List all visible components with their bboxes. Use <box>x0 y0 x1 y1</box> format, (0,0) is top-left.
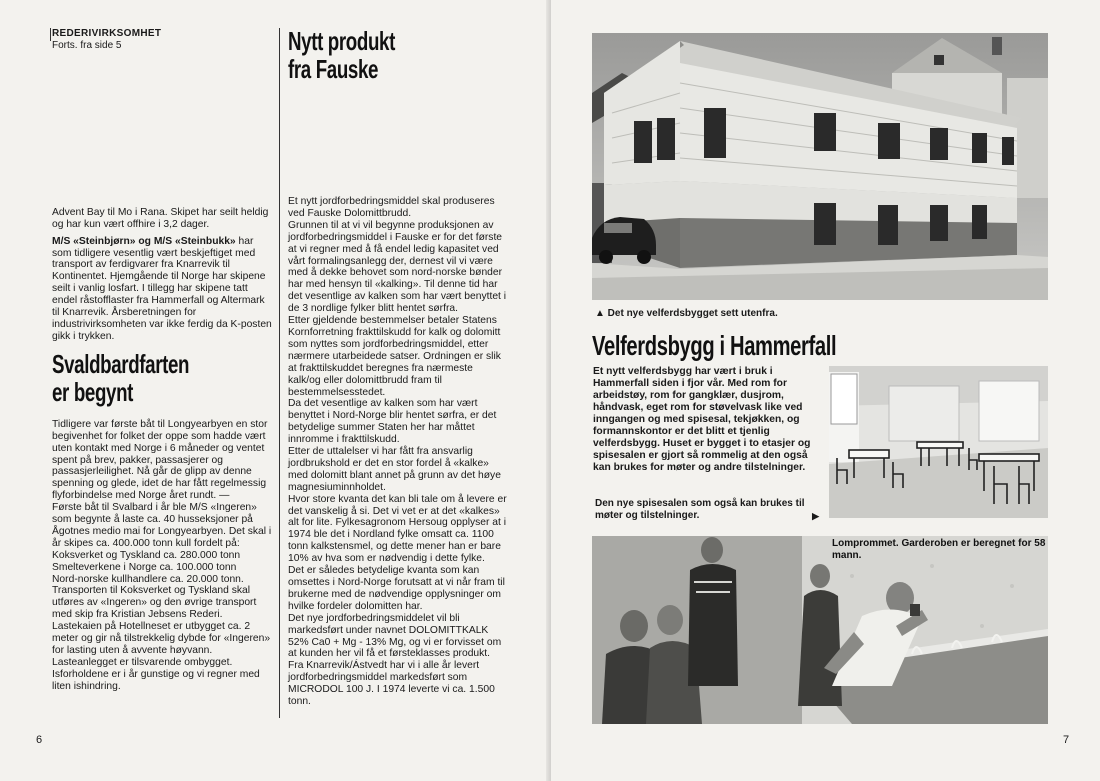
locker-room-caption: Lomprommet. Garderoben er beregnet for 58 mann. <box>832 538 1046 561</box>
paragraph: Lastekaien på Hotellneset er utbygget ca. 2 meter og gir nå tilstrekkelig dybde for «Ingeren» for lasting uten å avvente høyvann. Lasteanlegget er tilsvarende ombygget. <box>52 621 271 668</box>
paragraph-text: har som tidligere vesentlig vært beskjeftiget med transport av ferdigvarer fra Knarrevik til Kontinentet. Hjemgående til Norge har skipene seilt i vanlig losfart. I tillegg har skipene tatt endel råstofflaster fra Hammerfall og Altermark til Knarrevik. Årsberetningen for industrivirksomheten var ikke ferdig da K-posten gikk i trykken. <box>52 235 272 342</box>
dining-hall-illustration <box>829 366 1048 518</box>
paragraph: Etter gjeldende bestemmelser betaler Statens Kornforretning frakttilskudd for kalk og dolomitt som nyttes som jordforbedringsmiddel, etter nærmere utarbeidede satser. Ordningen er slik at frakttilskuddet beregnes fra nærmeste kalk/og eller dolomittbrudd fram til bestemmelsesstedet. <box>288 315 501 398</box>
locker-room-illustration <box>592 536 1048 724</box>
building-exterior-photo <box>592 33 1048 300</box>
right-page <box>551 0 1100 781</box>
list-item: Smelteverkene i Norge ca. 100.000 tonn <box>52 561 237 573</box>
locker-room-photo <box>592 536 1048 724</box>
paragraph: Fra Knarrevik/Ástvedt har vi i alle år levert jordforbedringsmiddel markedsført som MICRODOL 100 J. I 1974 leverte vi ca. 1.500 tonn. <box>288 660 495 708</box>
page-number-right: 7 <box>1063 734 1070 746</box>
headline-line: fra Fauske <box>288 54 379 84</box>
svalbard-headline <box>52 348 272 409</box>
continued-note: Forts. fra side 5 <box>52 39 122 51</box>
paragraph: Grunnen til at vi vil begynne produksjonen av jordforbedringsmiddel i Fauske er for det første at vi regner med å få endel ledig kapasitet ved vårt formalingsanlegg der, dernest vil vi være med å dekke behovet som nord-norske bønder har med hensyn til «kalking». Til denne tid har det vesentlige av kalken som har vært benyttet i de 3 nordlige fylker blitt hentet sørfra. <box>288 219 507 315</box>
paragraph: Isforholdene er i år gunstige og vi regner med liten ishindring. <box>52 668 260 692</box>
paragraph: Etter de uttalelser vi har fått fra ansvarlig jordbrukshold er det en stor fordel å «kalke» med dolomitt blant annet på grunn av det høye magnesiuminnholdet. <box>288 446 501 493</box>
list-item: Koksverket og Tyskland ca. 280.000 tonn <box>52 549 241 561</box>
dining-hall-caption-text: Den nye spisesalen som også kan brukes til møter og tilstelninger. <box>595 498 805 521</box>
dining-hall-caption <box>595 498 819 522</box>
page-number-left: 6 <box>36 734 43 746</box>
paragraph: Hvor store kvanta det kan bli tale om å levere er det vanskelig å si. Det vi vet er at det «kalkes» alt for lite. Fylkesagronom Hersoug opplyser at i 1974 ble det i Nordland fylke omsatt ca. 1100 tonn kalkstensmel, og dette mener han er bare 10% av hva som er nødvendig i dette fylke. <box>288 493 507 565</box>
caption-arrow-icon: ▶ <box>812 511 819 521</box>
paragraph: Tidligere var første båt til Longyearbyen en stor begivenhet for folket der oppe som hadde vært uten kontakt med Norge i 6 måneder og ventet spent på brev, pakker, passasjerer og passasjerleilighet. Nå går de glipp av denne spenning og glede, idet de har fått regelmessig flyforbindelse med Norge året rundt. — <box>52 418 268 502</box>
dining-hall-photo <box>829 366 1048 518</box>
paragraph <box>52 236 272 343</box>
paragraph: Advent Bay til Mo i Rana. Skipet har seilt heldig og har kun vært offhire i 3,2 dager. <box>52 206 269 230</box>
paragraph: Det er således betydelige kvanta som kan omsettes i Nord-Norge forutsatt at vi når fram til brukerne med de nødvendige opplysninger om hvilke fordeler dolomitten har. <box>288 565 505 612</box>
headline-line: er begynt <box>52 376 134 407</box>
column-rule-left <box>50 28 51 41</box>
paragraph: Et nytt jordforbedringsmiddel skal produseres ved Fauske Dolomittbrudd. <box>288 196 495 219</box>
section-kicker: REDERIVIRKSOMHET <box>52 28 162 39</box>
paragraph: Da det vesentlige av kalken som har vært benyttet i Nord-Norge blir hentet sørfra, er det betydelige summer Staten her har måttet innromme i frakttilskudd. <box>288 398 497 446</box>
welfare-headline: Velferdsbygg i Hammerfall <box>592 330 837 361</box>
building-illustration <box>592 33 1048 300</box>
paragraph: Transporten til Koksverket og Tyskland skal utføres av «Ingeren» og den øvrige transport med skip fra Kristian Jebsens Rederi. <box>52 585 257 621</box>
fauske-headline <box>288 26 508 84</box>
paragraph: Det nye jordforbedringsmiddelet vil bli markedsført under navnet DOLOMITTKALK 52% Ca0 + Mg - 13% Mg, og vi er forvisset om at kunden her vil få et førsteklasses produkt. <box>288 612 502 660</box>
headline-line: Svaldbardfarten <box>52 348 190 379</box>
middle-column <box>288 28 508 713</box>
left-column <box>52 28 272 698</box>
column-rule-middle <box>279 28 280 718</box>
paragraph: Første båt til Svalbard i år ble M/S «Ingeren» som begynte å laste ca. 40 husseksjoner på Ågotnes medio mai for Longyearbyen. Det skal i år skipes ca. 400.000 tonn kull fordelt på: <box>52 502 272 549</box>
headline-line: Nytt produkt <box>288 26 395 56</box>
list-item: Nord-norske kullhandlere ca. 20.000 tonn. <box>52 573 244 585</box>
ship-names: M/S «Steinbjørn» og M/S «Steinbukk» <box>52 235 236 247</box>
building-photo-caption: ▲ Det nye velferdsbygget sett utenfra. <box>595 308 778 319</box>
welfare-intro: Et nytt velferdsbygg har vært i bruk i Hammerfall siden i fjor vår. Med rom for arbeidstøy, rom for gangklær, dusjrom, håndvask, eget rom for støvelvask like ved inngangen og med spisesal, tekjøkken, og formannskontor er det blitt et tjenlig velferdsbygg. Huset er bygget i to etasjer og spisesalen er gjort så rommelig at den også kan brukes for møter og andre tilstelninger. <box>593 366 811 473</box>
